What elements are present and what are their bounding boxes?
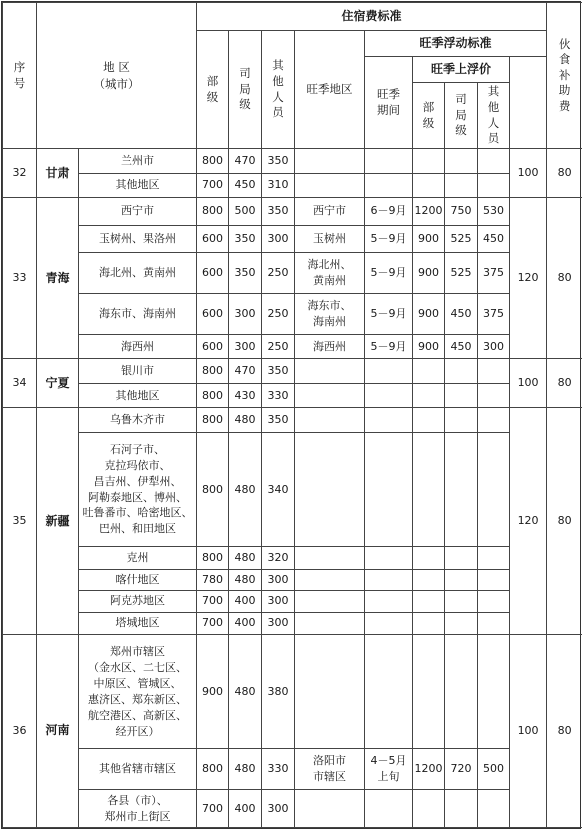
ministry-rate: 600	[197, 225, 229, 253]
ministry-rate: 900	[197, 634, 229, 748]
peak-bureau-rate: 450	[445, 293, 478, 334]
header-peak-ministry: 部级	[413, 83, 445, 149]
peak-ministry-rate	[413, 173, 445, 198]
peak-bureau-rate	[445, 790, 478, 828]
peak-region	[295, 790, 365, 828]
bureau-rate: 480	[229, 749, 262, 790]
peak-period	[365, 149, 413, 174]
peak-bureau-rate: 525	[445, 225, 478, 253]
bureau-rate: 300	[229, 293, 262, 334]
peak-bureau-rate	[445, 634, 478, 748]
meal-allowance: 100	[510, 359, 547, 408]
peak-others-rate	[478, 408, 510, 433]
peak-others-rate	[478, 383, 510, 408]
peak-region: 海西州	[295, 334, 365, 359]
peak-ministry-rate: 900	[413, 293, 445, 334]
others-rate: 330	[262, 383, 295, 408]
area-name: 郑州市辖区 （金水区、二七区、 中原区、管城区、 惠济区、郑东新区、 航空港区、高新区、 经开区）	[79, 634, 197, 748]
meal-allowance: 100	[510, 634, 547, 827]
table-row	[3, 225, 582, 253]
table-row	[3, 383, 582, 408]
misc-allowance: 80	[547, 149, 582, 198]
peak-ministry-rate: 1200	[413, 749, 445, 790]
others-rate: 340	[262, 432, 295, 546]
peak-bureau-rate	[445, 547, 478, 569]
bureau-rate: 430	[229, 383, 262, 408]
peak-others-rate	[478, 790, 510, 828]
others-rate: 330	[262, 749, 295, 790]
area-name: 石河子市、 克拉玛依市、 昌吉州、伊犁州、 阿勒泰地区、博州、 吐鲁番市、哈密地区、 巴州、和田地区	[79, 432, 197, 546]
peak-others-rate	[478, 173, 510, 198]
header-peak-raise: 旺季上浮价	[413, 57, 510, 83]
ministry-rate: 700	[197, 173, 229, 198]
peak-bureau-rate	[445, 149, 478, 174]
others-rate: 300	[262, 612, 295, 634]
peak-others-rate	[478, 432, 510, 546]
peak-period	[365, 547, 413, 569]
peak-period	[365, 569, 413, 590]
peak-period	[365, 612, 413, 634]
peak-period	[365, 173, 413, 198]
ministry-rate: 800	[197, 198, 229, 226]
peak-period	[365, 591, 413, 612]
bureau-rate: 400	[229, 612, 262, 634]
header-peak-region: 旺季地区	[295, 31, 365, 149]
area-name: 阿克苏地区	[79, 591, 197, 612]
table-body	[3, 149, 582, 828]
peak-region: 洛阳市 市辖区	[295, 749, 365, 790]
lodging-standard-table	[2, 2, 582, 828]
misc-allowance: 80	[547, 408, 582, 635]
bureau-rate: 450	[229, 173, 262, 198]
row-seq-number: 33	[3, 198, 37, 359]
area-name: 玉树州、果洛州	[79, 225, 197, 253]
peak-period	[365, 634, 413, 748]
bureau-rate: 480	[229, 547, 262, 569]
bureau-rate: 300	[229, 334, 262, 359]
peak-period	[365, 383, 413, 408]
table-row	[3, 547, 582, 569]
meal-allowance: 120	[510, 408, 547, 635]
misc-allowance: 80	[547, 198, 582, 359]
area-name: 海东市、海南州	[79, 293, 197, 334]
others-rate: 250	[262, 293, 295, 334]
area-name: 西宁市	[79, 198, 197, 226]
peak-region	[295, 432, 365, 546]
others-rate: 300	[262, 569, 295, 590]
peak-region	[295, 173, 365, 198]
peak-region	[295, 569, 365, 590]
province-name: 河南	[37, 634, 79, 827]
peak-ministry-rate: 900	[413, 225, 445, 253]
header-peak-period: 旺季期间	[365, 57, 413, 149]
peak-period: 6－9月	[365, 198, 413, 226]
peak-ministry-rate	[413, 383, 445, 408]
peak-others-rate	[478, 149, 510, 174]
peak-others-rate: 450	[478, 225, 510, 253]
table-row	[3, 149, 582, 174]
area-name: 海北州、黄南州	[79, 253, 197, 294]
peak-bureau-rate: 720	[445, 749, 478, 790]
peak-others-rate: 530	[478, 198, 510, 226]
others-rate: 320	[262, 547, 295, 569]
bureau-rate: 470	[229, 149, 262, 174]
row-seq-number: 36	[3, 634, 37, 827]
bureau-rate: 480	[229, 634, 262, 748]
misc-allowance: 80	[547, 634, 582, 827]
meal-allowance: 120	[510, 198, 547, 359]
peak-ministry-rate	[413, 790, 445, 828]
table-row	[3, 173, 582, 198]
ministry-rate: 600	[197, 253, 229, 294]
peak-region: 海东市、 海南州	[295, 293, 365, 334]
peak-period	[365, 790, 413, 828]
table-row	[3, 591, 582, 612]
province-name: 宁夏	[37, 359, 79, 408]
peak-region	[295, 612, 365, 634]
ministry-rate: 800	[197, 359, 229, 384]
table-row	[3, 790, 582, 828]
peak-bureau-rate	[445, 173, 478, 198]
area-name: 克州	[79, 547, 197, 569]
peak-region: 玉树州	[295, 225, 365, 253]
bureau-rate: 480	[229, 432, 262, 546]
meal-allowance: 100	[510, 149, 547, 198]
bureau-rate: 480	[229, 569, 262, 590]
others-rate: 300	[262, 790, 295, 828]
row-seq-number: 35	[3, 408, 37, 635]
area-name: 塔城地区	[79, 612, 197, 634]
table-row	[3, 198, 582, 226]
peak-others-rate	[478, 547, 510, 569]
peak-bureau-rate: 525	[445, 253, 478, 294]
others-rate: 310	[262, 173, 295, 198]
ministry-rate: 600	[197, 293, 229, 334]
peak-region	[295, 634, 365, 748]
row-seq-number: 34	[3, 359, 37, 408]
area-name: 银川市	[79, 359, 197, 384]
peak-region	[295, 383, 365, 408]
peak-others-rate	[478, 359, 510, 384]
area-name: 其他地区	[79, 383, 197, 408]
table-row	[3, 612, 582, 634]
area-name: 各县（市）、 郑州市上街区	[79, 790, 197, 828]
peak-bureau-rate	[445, 359, 478, 384]
peak-region: 西宁市	[295, 198, 365, 226]
peak-bureau-rate	[445, 591, 478, 612]
peak-period: 5－9月	[365, 253, 413, 294]
peak-others-rate: 375	[478, 293, 510, 334]
peak-others-rate	[478, 612, 510, 634]
peak-bureau-rate	[445, 569, 478, 590]
bureau-rate: 400	[229, 790, 262, 828]
ministry-rate: 800	[197, 749, 229, 790]
peak-period: 5－9月	[365, 334, 413, 359]
ministry-rate: 800	[197, 547, 229, 569]
peak-region	[295, 591, 365, 612]
peak-ministry-rate	[413, 569, 445, 590]
others-rate: 350	[262, 359, 295, 384]
area-name: 乌鲁木齐市	[79, 408, 197, 433]
peak-period	[365, 408, 413, 433]
province-name: 甘肃	[37, 149, 79, 198]
ministry-rate: 700	[197, 612, 229, 634]
peak-ministry-rate	[413, 408, 445, 433]
header-peak-float: 旺季浮动标准	[365, 31, 547, 57]
others-rate: 350	[262, 408, 295, 433]
header-bureau: 司局级	[229, 31, 262, 149]
peak-ministry-rate	[413, 432, 445, 546]
ministry-rate: 800	[197, 383, 229, 408]
peak-region: 海北州、 黄南州	[295, 253, 365, 294]
table-row	[3, 634, 582, 748]
peak-ministry-rate: 1200	[413, 198, 445, 226]
others-rate: 350	[262, 198, 295, 226]
header-peak-others: 其他人员	[478, 83, 510, 149]
peak-others-rate	[478, 569, 510, 590]
peak-ministry-rate	[413, 547, 445, 569]
ministry-rate: 700	[197, 591, 229, 612]
peak-bureau-rate	[445, 432, 478, 546]
peak-bureau-rate	[445, 612, 478, 634]
table-row	[3, 569, 582, 590]
peak-ministry-rate	[413, 612, 445, 634]
table-row	[3, 253, 582, 294]
ministry-rate: 800	[197, 432, 229, 546]
ministry-rate: 700	[197, 790, 229, 828]
peak-period: 5－9月	[365, 225, 413, 253]
table-row	[3, 408, 582, 433]
table-row	[3, 749, 582, 790]
ministry-rate: 780	[197, 569, 229, 590]
peak-region	[295, 547, 365, 569]
table-header	[3, 3, 582, 149]
others-rate: 350	[262, 149, 295, 174]
peak-region	[295, 359, 365, 384]
peak-period	[365, 359, 413, 384]
bureau-rate: 400	[229, 591, 262, 612]
peak-ministry-rate	[413, 591, 445, 612]
bureau-rate: 500	[229, 198, 262, 226]
peak-period: 4－5月 上旬	[365, 749, 413, 790]
others-rate: 380	[262, 634, 295, 748]
others-rate: 300	[262, 225, 295, 253]
header-lodging-standard: 住宿费标准	[197, 3, 547, 31]
misc-allowance: 80	[547, 359, 582, 408]
peak-others-rate	[478, 591, 510, 612]
others-rate: 300	[262, 591, 295, 612]
ministry-rate: 800	[197, 408, 229, 433]
bureau-rate: 470	[229, 359, 262, 384]
ministry-rate: 600	[197, 334, 229, 359]
table-row	[3, 359, 582, 384]
peak-period	[365, 432, 413, 546]
area-name: 喀什地区	[79, 569, 197, 590]
peak-bureau-rate	[445, 408, 478, 433]
table-row	[3, 334, 582, 359]
header-peak-bureau: 司局级	[445, 83, 478, 149]
peak-ministry-rate	[413, 359, 445, 384]
peak-period: 5－9月	[365, 293, 413, 334]
peak-others-rate: 375	[478, 253, 510, 294]
peak-others-rate: 300	[478, 334, 510, 359]
table-row	[3, 293, 582, 334]
others-rate: 250	[262, 334, 295, 359]
header-seq: 序号	[3, 3, 37, 149]
header-meal: 伙食补助费	[547, 3, 582, 149]
peak-region	[295, 408, 365, 433]
header-others: 其他人员	[262, 31, 295, 149]
peak-region	[295, 149, 365, 174]
row-seq-number: 32	[3, 149, 37, 198]
peak-bureau-rate: 750	[445, 198, 478, 226]
table-row	[3, 432, 582, 546]
header-region: 地 区 （城市）	[37, 3, 197, 149]
peak-ministry-rate: 900	[413, 253, 445, 294]
ministry-rate: 800	[197, 149, 229, 174]
province-name: 新疆	[37, 408, 79, 635]
area-name: 其他地区	[79, 173, 197, 198]
header-ministry: 部级	[197, 31, 229, 149]
peak-others-rate	[478, 634, 510, 748]
lodging-standard-table-page	[1, 1, 581, 829]
peak-bureau-rate: 450	[445, 334, 478, 359]
peak-bureau-rate	[445, 383, 478, 408]
province-name: 青海	[37, 198, 79, 359]
bureau-rate: 350	[229, 253, 262, 294]
area-name: 海西州	[79, 334, 197, 359]
others-rate: 250	[262, 253, 295, 294]
peak-ministry-rate: 900	[413, 334, 445, 359]
bureau-rate: 350	[229, 225, 262, 253]
area-name: 其他省辖市辖区	[79, 749, 197, 790]
area-name: 兰州市	[79, 149, 197, 174]
peak-ministry-rate	[413, 634, 445, 748]
bureau-rate: 480	[229, 408, 262, 433]
peak-others-rate: 500	[478, 749, 510, 790]
peak-ministry-rate	[413, 149, 445, 174]
